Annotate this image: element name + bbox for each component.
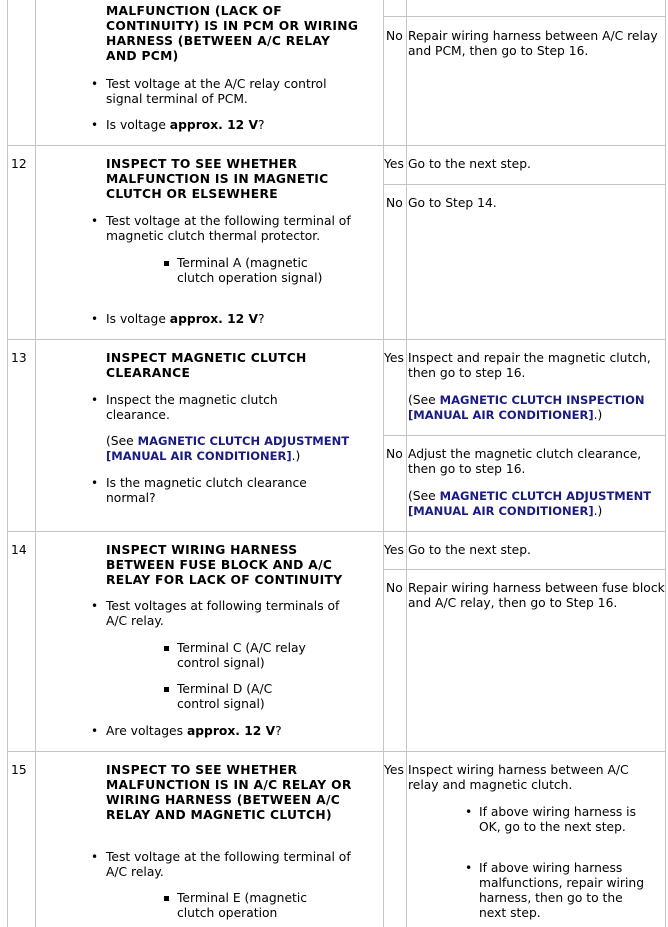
answer-no-label: No bbox=[386, 447, 403, 461]
question-item: • Is the magnetic clutch clearance normal? bbox=[106, 476, 326, 506]
answer-yes-label: Yes bbox=[384, 763, 404, 777]
see-reference: (See MAGNETIC CLUTCH INSPECTION [MANUAL AIR CONDITIONER].) bbox=[408, 393, 645, 422]
terminal-item: Terminal C (A/C relay control signal) bbox=[177, 641, 312, 671]
question-item: • Are voltages approx. 12 V? bbox=[106, 724, 356, 739]
step-heading: MALFUNCTION (LACK OF CONTINUITY) IS IN PCM OR WIRING HARNESS (BETWEEN A/C RELAY AND PCM) bbox=[106, 4, 359, 63]
answer-yes-label: Yes bbox=[384, 157, 404, 171]
answer-no-text: Adjust the magnetic clutch clearance, then go to step 16. bbox=[408, 447, 642, 476]
row-divider bbox=[383, 569, 666, 570]
answer-yes-text: Inspect and repair the magnetic clutch, then go to step 16. bbox=[408, 351, 651, 380]
see-reference: (See MAGNETIC CLUTCH ADJUSTMENT [MANUAL AIR CONDITIONER].) bbox=[408, 489, 652, 518]
answer-yes-text: Inspect wiring harness between A/C relay and magnetic clutch. bbox=[408, 763, 629, 792]
step-heading: INSPECT TO SEE WHETHER MALFUNCTION IS IN MAGNETIC CLUTCH OR ELSEWHERE bbox=[106, 157, 329, 201]
terminal-item: Terminal E (magnetic clutch operation bbox=[177, 891, 327, 921]
answer-no-text: Repair wiring harness between fuse block and A/C relay, then go to Step 16. bbox=[408, 581, 665, 610]
step-number: 13 bbox=[11, 351, 27, 365]
answer-no-text: Go to Step 14. bbox=[408, 196, 497, 210]
answer-no-label: No bbox=[386, 196, 403, 210]
column-divider bbox=[665, 0, 666, 927]
terminal-item: Terminal D (A/C control signal) bbox=[177, 682, 287, 712]
row-divider bbox=[7, 531, 666, 532]
instruction-item: • Test voltage at the following terminal of magnetic clutch thermal protector. bbox=[106, 214, 351, 244]
reference-link[interactable]: MAGNETIC CLUTCH INSPECTION [MANUAL AIR CONDITIONER] bbox=[408, 393, 645, 422]
step-number: 15 bbox=[11, 763, 27, 777]
answer-no-label: No bbox=[386, 29, 403, 43]
instruction-item: • Test voltage at the following terminal of A/C relay. bbox=[106, 850, 351, 880]
step-number: 12 bbox=[11, 157, 27, 171]
step-heading: INSPECT MAGNETIC CLUTCH CLEARANCE bbox=[106, 351, 307, 380]
reference-link[interactable]: MAGNETIC CLUTCH ADJUSTMENT [MANUAL AIR CONDITIONER] bbox=[106, 434, 350, 463]
column-divider bbox=[35, 0, 36, 927]
column-divider bbox=[7, 0, 8, 927]
answer-list-item: • If above wiring harness malfunctions, repair wiring harness, then go to the next step. bbox=[479, 861, 644, 921]
instruction-item: • Test voltages at following terminals of A/C relay. bbox=[106, 599, 356, 629]
step-heading: INSPECT WIRING HARNESS BETWEEN FUSE BLOCK AND A/C RELAY FOR LACK OF CONTINUITY bbox=[106, 543, 343, 587]
column-divider bbox=[383, 0, 384, 927]
question-item: • Is voltage approx. 12 V? bbox=[106, 312, 356, 327]
question-item: • Is voltage approx. 12 V? bbox=[106, 118, 356, 133]
answer-yes-label: Yes bbox=[384, 351, 404, 365]
answer-yes-text: Go to the next step. bbox=[408, 157, 531, 171]
step-number: 14 bbox=[11, 543, 27, 557]
answer-no-text: Repair wiring harness between A/C relay and PCM, then go to Step 16. bbox=[408, 29, 658, 58]
answer-no-label: No bbox=[386, 581, 403, 595]
answer-list-item: • If above wiring harness is OK, go to the next step. bbox=[479, 805, 639, 835]
row-divider bbox=[7, 751, 666, 752]
row-divider bbox=[7, 339, 666, 340]
reference-link[interactable]: MAGNETIC CLUTCH ADJUSTMENT [MANUAL AIR CONDITIONER] bbox=[408, 489, 652, 518]
row-divider bbox=[7, 145, 666, 146]
row-divider bbox=[383, 184, 666, 185]
answer-yes-label: Yes bbox=[384, 543, 404, 557]
see-reference: (See MAGNETIC CLUTCH ADJUSTMENT [MANUAL AIR CONDITIONER].) bbox=[106, 434, 350, 463]
row-divider bbox=[383, 16, 666, 17]
instruction-item: • Test voltage at the A/C relay control signal terminal of PCM. bbox=[106, 77, 346, 107]
answer-yes-text: Go to the next step. bbox=[408, 543, 531, 557]
row-divider bbox=[383, 435, 666, 436]
step-heading: INSPECT TO SEE WHETHER MALFUNCTION IS IN A/C RELAY OR WIRING HARNESS (BETWEEN A/C RELAY AND MAGNETIC CLUTCH) bbox=[106, 763, 352, 822]
terminal-item: Terminal A (magnetic clutch operation signal) bbox=[177, 256, 327, 286]
instruction-item: • Inspect the magnetic clutch clearance. bbox=[106, 393, 296, 423]
column-divider bbox=[406, 0, 407, 927]
